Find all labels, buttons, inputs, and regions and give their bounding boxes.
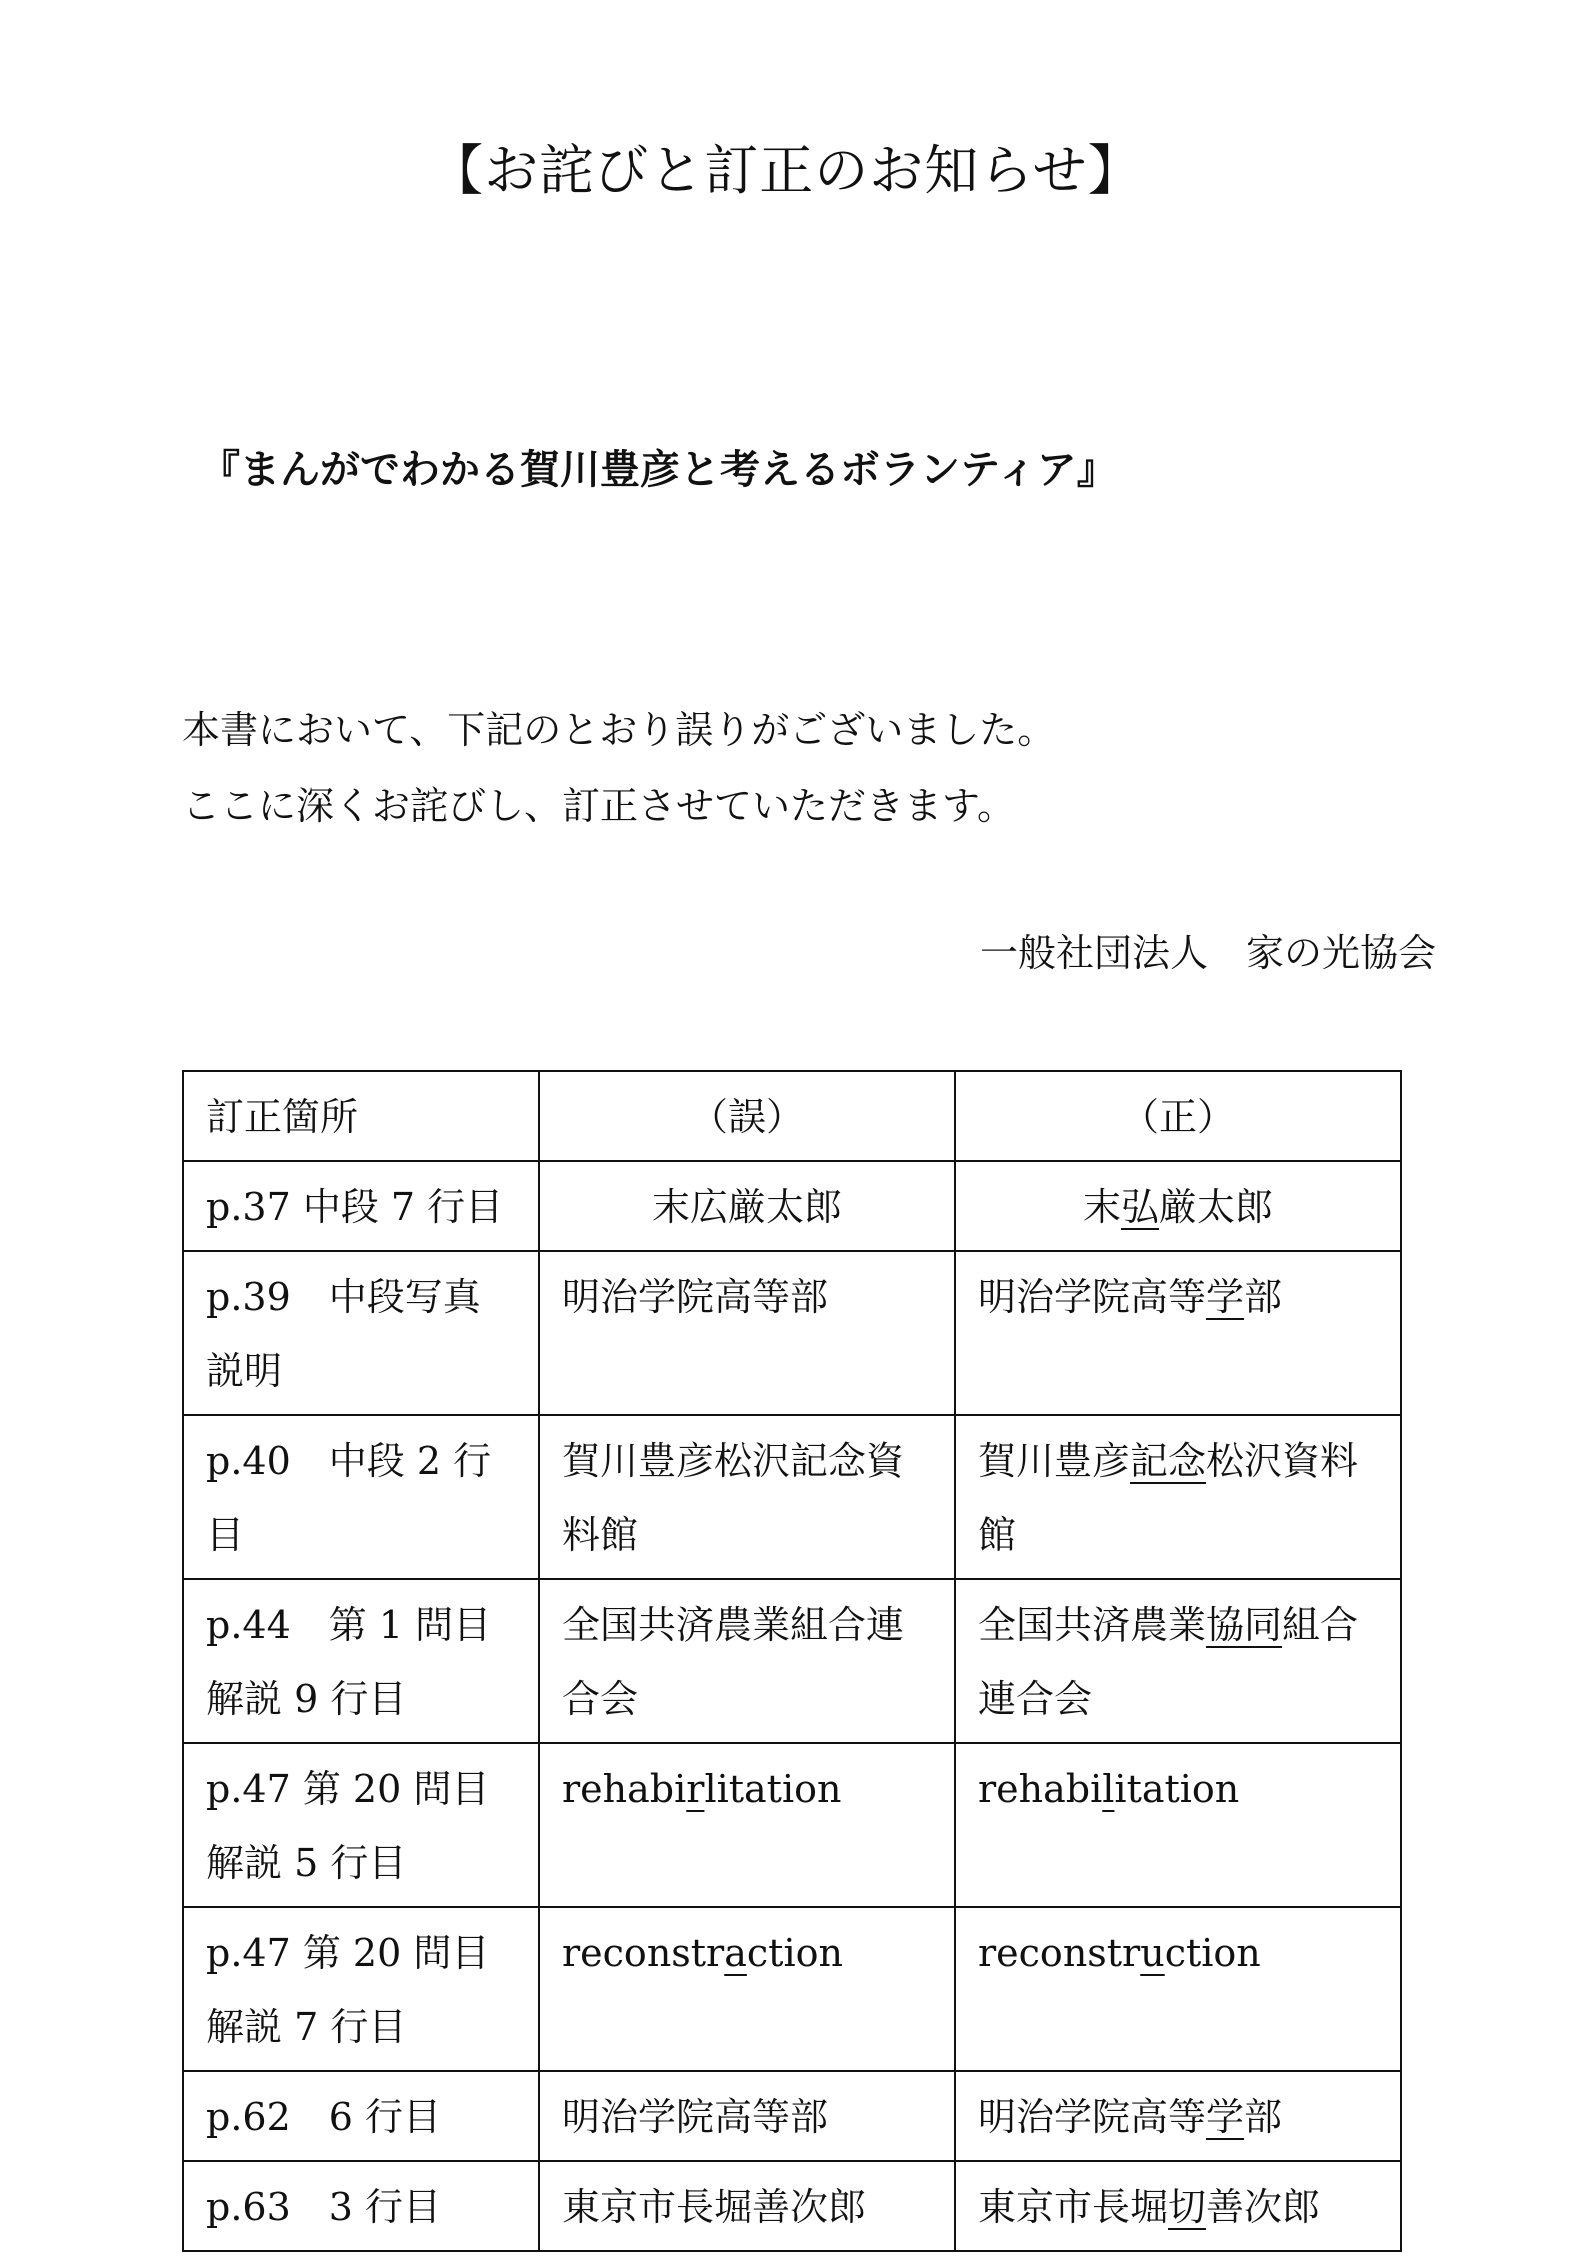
cell-wrong bbox=[539, 1415, 955, 1579]
table-row bbox=[183, 2071, 1401, 2161]
corrected-segment: u bbox=[1140, 1931, 1165, 1975]
cell-location: p.40 中段 2 行目 bbox=[183, 1415, 539, 1579]
text-segment: 末広厳太郎 bbox=[651, 1185, 842, 1229]
cell-location: p.62 6 行目 bbox=[183, 2071, 539, 2161]
text-segment: rehabi bbox=[562, 1767, 687, 1811]
cell-correct bbox=[955, 1743, 1401, 1907]
text-segment: reconstr bbox=[562, 1931, 725, 1975]
cell-correct bbox=[955, 1415, 1401, 1579]
header-correct: （正） bbox=[955, 1071, 1401, 1161]
text-segment: 東京市長堀 bbox=[978, 2185, 1169, 2229]
corrected-segment: l bbox=[1102, 1767, 1115, 1811]
table-row bbox=[183, 2161, 1401, 2251]
cell-wrong bbox=[539, 2071, 955, 2161]
text-segment: 全国共済農業 bbox=[978, 1603, 1207, 1647]
text-segment: 明治学院高等 bbox=[978, 1275, 1207, 1319]
text-segment: 明治学院高等 bbox=[978, 2095, 1207, 2139]
text-segment: 厳太郎 bbox=[1159, 1185, 1274, 1229]
intro-line: 本書において、下記のとおり誤りがございました。 bbox=[182, 708, 1056, 752]
text-segment: 末 bbox=[1082, 1185, 1121, 1229]
text-segment: 明治学院高等部 bbox=[562, 2095, 829, 2139]
text-segment: 東京市長堀善次郎 bbox=[562, 2185, 867, 2229]
text-segment: ction bbox=[1164, 1931, 1261, 1975]
cell-wrong bbox=[539, 1161, 955, 1251]
cell-correct bbox=[955, 1579, 1401, 1743]
text-segment: ction bbox=[746, 1931, 843, 1975]
text-segment: 部 bbox=[1244, 1275, 1283, 1319]
text-segment: 賀川豊彦松沢記念資料館 bbox=[562, 1439, 905, 1557]
text-segment: 賀川豊彦 bbox=[978, 1439, 1131, 1483]
text-segment: itation bbox=[1114, 1767, 1240, 1811]
corrected-segment: 弘 bbox=[1120, 1185, 1159, 1229]
table-header-row bbox=[183, 1071, 1401, 1161]
header-wrong: （誤） bbox=[539, 1071, 955, 1161]
corrected-segment: 学 bbox=[1206, 2095, 1245, 2139]
table-row bbox=[183, 1251, 1401, 1415]
cell-location: p.37 中段 7 行目 bbox=[183, 1161, 539, 1251]
page-title: 【お詫びと訂正のお知らせ】 bbox=[429, 139, 1143, 202]
text-segment: 部 bbox=[1244, 2095, 1283, 2139]
text-segment: 松沢資料館 bbox=[978, 1439, 1359, 1557]
cell-location: p.47 第 20 問目解説 7 行目 bbox=[183, 1907, 539, 2071]
corrected-segment: 記念 bbox=[1130, 1439, 1207, 1483]
book-title: 『まんがでわかる賀川豊彦と考えるボランティア』 bbox=[200, 447, 1117, 493]
text-segment: 全国共済農業組合連合会 bbox=[562, 1603, 905, 1721]
corrected-segment: 協同 bbox=[1206, 1603, 1283, 1647]
table-row bbox=[183, 1743, 1401, 1907]
table-row bbox=[183, 1579, 1401, 1743]
text-segment: 組合連合会 bbox=[978, 1603, 1359, 1721]
header-location: 訂正箇所 bbox=[183, 1071, 539, 1161]
cell-wrong bbox=[539, 1743, 955, 1907]
cell-correct bbox=[955, 1161, 1401, 1251]
corrected-segment: 切 bbox=[1168, 2185, 1207, 2229]
text-segment: reconstr bbox=[978, 1931, 1141, 1975]
cell-location: p.44 第 1 問目解説 9 行目 bbox=[183, 1579, 539, 1743]
cell-location: p.47 第 20 問目解説 5 行目 bbox=[183, 1743, 539, 1907]
cell-wrong bbox=[539, 1579, 955, 1743]
cell-wrong bbox=[539, 1251, 955, 1415]
corrected-segment: r bbox=[686, 1767, 705, 1811]
cell-correct bbox=[955, 1907, 1401, 2071]
cell-location: p.63 3 行目 bbox=[183, 2161, 539, 2251]
cell-location: p.39 中段写真説明 bbox=[183, 1251, 539, 1415]
cell-wrong bbox=[539, 2161, 955, 2251]
cell-correct bbox=[955, 2071, 1401, 2161]
text-segment: 明治学院高等部 bbox=[562, 1275, 829, 1319]
errata-table bbox=[182, 1070, 1402, 2252]
corrected-segment: 学 bbox=[1206, 1275, 1245, 1319]
table-row bbox=[183, 1415, 1401, 1579]
text-segment: 善次郎 bbox=[1206, 2185, 1321, 2229]
intro-text bbox=[182, 692, 1055, 844]
cell-correct bbox=[955, 1251, 1401, 1415]
cell-wrong bbox=[539, 1907, 955, 2071]
cell-correct bbox=[955, 2161, 1401, 2251]
text-segment: rehabi bbox=[978, 1767, 1103, 1811]
table-row bbox=[183, 1907, 1401, 2071]
intro-line: ここに深くお詫びし、訂正させていただきます。 bbox=[182, 784, 1015, 828]
errata-body bbox=[183, 1161, 1401, 2251]
corrected-segment: a bbox=[724, 1931, 747, 1975]
text-segment: litation bbox=[704, 1767, 842, 1811]
organization-name: 一般社団法人 家の光協会 bbox=[979, 931, 1436, 975]
table-row bbox=[183, 1161, 1401, 1251]
